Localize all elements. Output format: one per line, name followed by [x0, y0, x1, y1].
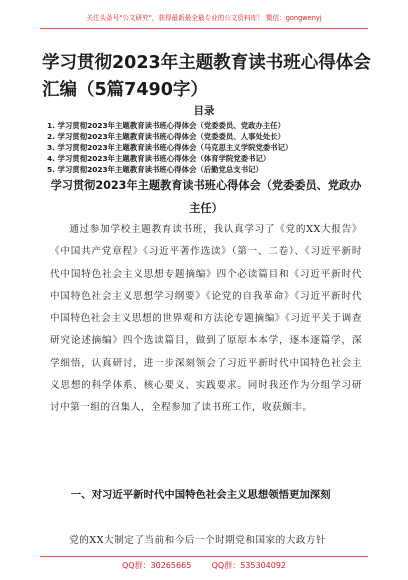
toc-item: 4. 学习贯彻2023年主题教育读书班心得体会（体育学院党委书记）: [47, 154, 271, 163]
top-banner: 关注头条号"公文研究"，获得最新最全最专业的公文资料库！ 微信：gongwenyj: [86, 14, 322, 22]
footer-divider: [40, 556, 368, 557]
footer-contact: QQ群：30265665 QQ群：535304092: [121, 561, 287, 570]
banner-divider: [40, 28, 368, 29]
table-of-contents: [47, 120, 377, 175]
toc-item: 1. 学习贯彻2023年主题教育读书班心得体会（党委委员、党政办主任）: [47, 121, 286, 130]
toc-item: 5. 学习贯彻2023年主题教育读书班心得体会（后勤党总支书记）: [47, 165, 263, 174]
body-paragraph: 通过参加学校主题教育读书班，我认真学习了《党的XX大报告》《中国共产党章程》《习近平著作选读》（第一、二卷）、《习近平新时代中国特色社会主义思想专题摘编》四个必读篇目和《习近平新时代中国特色社会主义思想学习纲要》《论党的自我革命》《习近平新时代中国特色社会主义思想的世界观和方法论专题摘编》《习近平关于调查研究论述摘编》四个选读篇目，做到了原原本本学，逐本逐篇学，深学细悟，认真研讨，进一步深刻领会了习近平新时代中国特色社会主义思想的科学体系、核心要义、实践要求。同时我还作为分组学习研讨中第一组的召集人，全程参加了读书班工作，收获颇丰。: [50, 224, 362, 414]
toc-item: 2. 学习贯彻2023年主题教育读书班心得体会（党委委员、人事处处长）: [47, 132, 286, 141]
toc-item: 3. 学习贯彻2023年主题教育读书班心得体会（马克思主义学院党委书记）: [47, 143, 293, 152]
body-paragraph: 党的XX大制定了当前和今后一个时期党和国家的大政方针: [69, 535, 327, 546]
section-subheading: 一、对习近平新时代中国特色社会主义思想领悟更加深刻: [70, 489, 331, 501]
document-title: 学习贯彻2023年主题教育读书班心得体会汇编（5篇7490字）: [42, 53, 371, 100]
toc-heading: 目录: [193, 105, 215, 117]
section-title: 学习贯彻2023年主题教育读书班心得体会（党委委员、党政办主任）: [50, 179, 362, 215]
